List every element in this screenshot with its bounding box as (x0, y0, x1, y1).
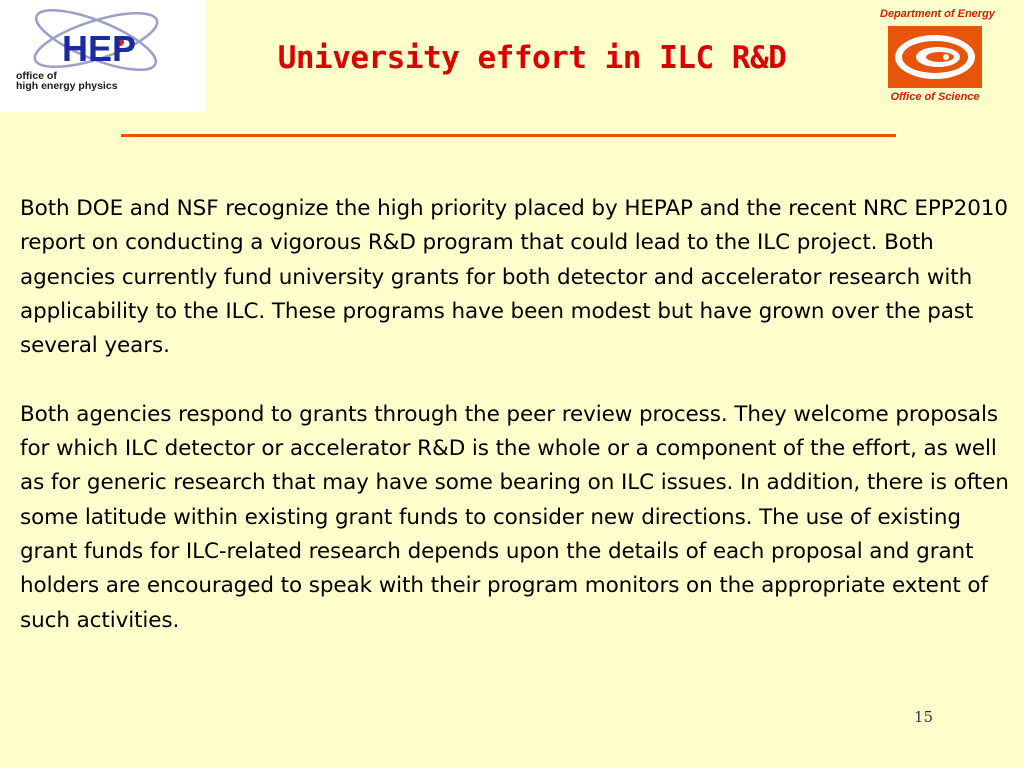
doe-logo-top-text: Department of Energy (880, 8, 995, 20)
doe-logo (880, 6, 995, 106)
hep-mark: HEP (62, 28, 137, 69)
page-number: 15 (914, 708, 934, 726)
slide-title: University effort in ILC R&D (277, 40, 787, 76)
body-paragraph-2: Both agencies respond to grants through the peer review process. They welcome proposals for which ILC detector or accelerator R&D is the whole or a component of the effort, as well as for generic research that may have some bearing on ILC issues. In addition, there is often some latitude within existing grant funds to consider new directions. The use of existing grant funds for ILC-related research depends upon the details of each proposal and grant holders are encouraged to speak with their program monitors on the appropriate extent of such activities. (20, 401, 1009, 633)
title-divider (121, 134, 896, 137)
doe-emblem-icon (888, 26, 982, 88)
body-paragraph-1: Both DOE and NSF recognize the high priority placed by HEPAP and the recent NRC EPP2010 report on conducting a vigorous R&D program that could lead to the ILC project. Both agencies currently fund university grants for both detector and accelerator research with applicability to the ILC. These programs have been modest but have grown over the past several years. (20, 196, 1008, 359)
hep-subtitle-line2: high energy physics (16, 80, 118, 92)
hep-subtitle-line1: office of (16, 70, 57, 82)
doe-logo-bottom-text: Office of Science (890, 91, 980, 103)
slide-body (20, 192, 1010, 672)
